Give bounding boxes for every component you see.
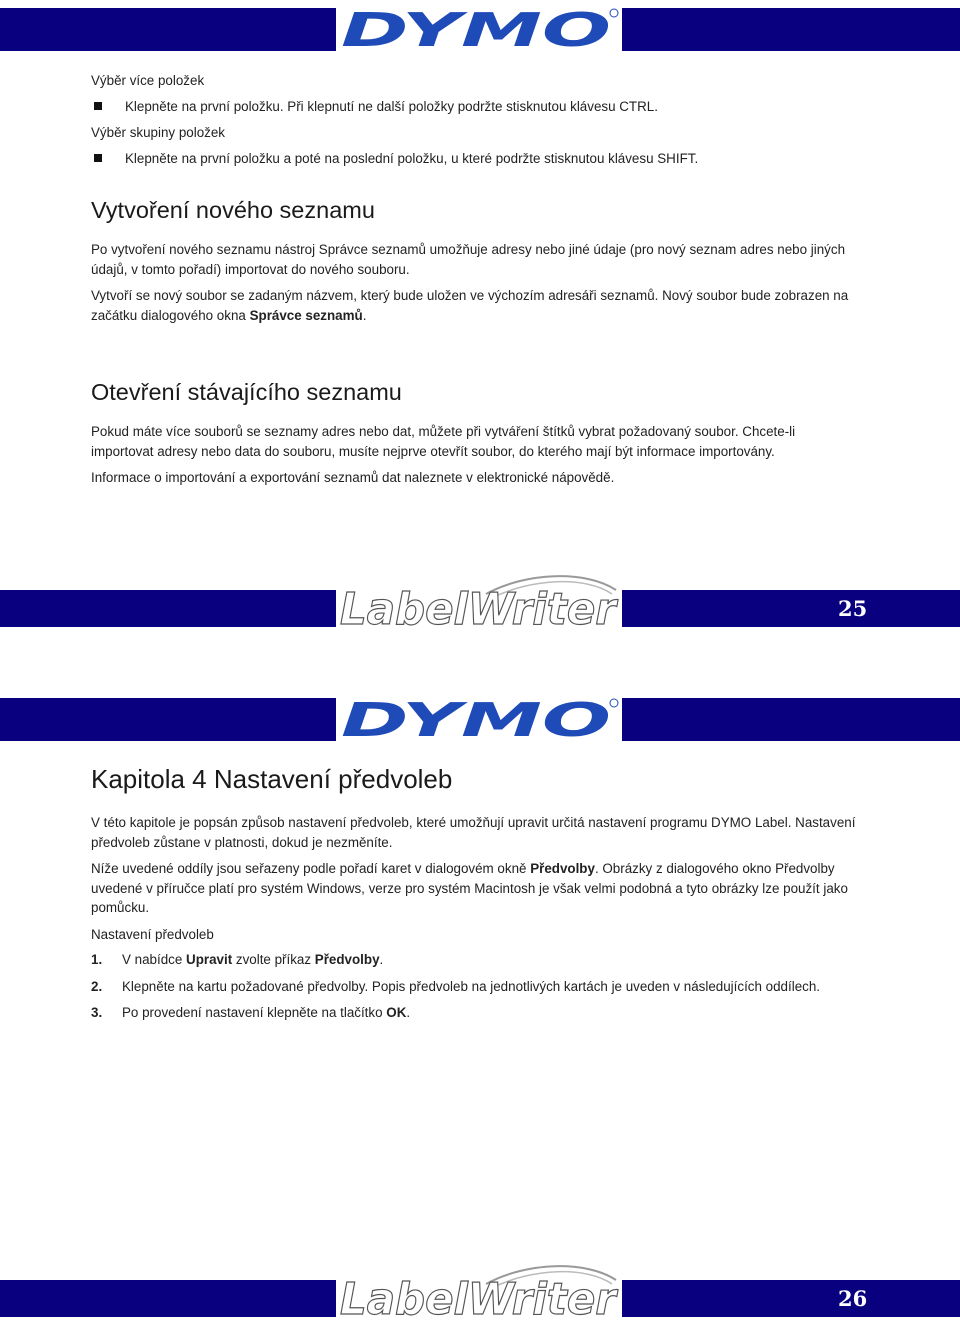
bullet-icon — [94, 154, 102, 162]
select-group-bullet: Klepněte na první položku a poté na poslední položku, u které podržte stisknutou klávesu SHIFT. — [125, 150, 699, 166]
page1-content — [91, 71, 891, 488]
paragraph — [91, 286, 851, 325]
header-bar-left — [0, 8, 336, 51]
page-number: 26 — [838, 1286, 868, 1311]
dymo-logo-text: DYMO — [341, 694, 611, 744]
step-number: 2. — [91, 978, 103, 994]
step-text-bold: Předvolby — [314, 952, 380, 967]
header-bar-right — [622, 698, 960, 741]
step-text-part: Po provedení nastavení klepněte na tlačítko — [122, 1005, 387, 1020]
labelwriter-logo-text: LabelWriter — [340, 584, 619, 635]
list-item — [91, 149, 891, 169]
footer-bar-left — [0, 590, 336, 627]
steps-title: Nastavení předvoleb — [91, 926, 214, 942]
footer-bar-right — [622, 590, 960, 627]
step-text: Klepněte na kartu požadované předvolby. Popis předvoleb na jednotlivých kartách je uveden v následujících oddílech. — [122, 978, 821, 994]
list-item — [91, 977, 891, 997]
list-item — [91, 950, 891, 970]
list-item — [91, 97, 891, 117]
dymo-logo — [336, 694, 622, 744]
select-multiple-title: Výběr více položek — [91, 73, 205, 88]
step-text-bold: Upravit — [186, 952, 233, 967]
labelwriter-logo — [336, 572, 622, 642]
bullet-icon — [94, 102, 102, 110]
paragraph: Pokud máte více souborů se seznamy adres nebo dat, můžete při vytváření štítků vybrat požadovaný soubor. Chcete-li importovat adresy nebo data do souboru, musíte nejprve otevřít soubor, do kterého mají být informace importovány. — [91, 424, 796, 459]
step-number: 3. — [91, 1005, 103, 1020]
step-text-part: zvolte příkaz — [232, 952, 315, 967]
dymo-logo-text: DYMO — [341, 4, 611, 54]
header-bar-left — [0, 698, 336, 741]
paragraph: Informace o importování a exportování seznamů dat naleznete v elektronické nápovědě. — [91, 470, 615, 485]
paragraph-text: Níže uvedené oddíly jsou seřazeny podle pořadí karet v dialogovém okně — [91, 861, 531, 876]
footer-bar-left — [0, 1280, 336, 1317]
section-heading: Otevření stávajícího seznamu — [91, 379, 402, 405]
list-item — [91, 1003, 891, 1023]
step-text-part: . — [379, 952, 384, 967]
page-number: 25 — [838, 596, 868, 621]
labelwriter-logo-text: LabelWriter — [340, 1274, 619, 1325]
paragraph-text: . Obrázky z dialogového okno Předvolby uvedené v příručce platí pro systém Windows, verze pro systém Macintosh je však velmi podobná a tyto obrázky lze použít jako pomůcku. — [91, 861, 848, 915]
paragraph — [91, 859, 851, 918]
page2-content — [91, 762, 891, 1023]
paragraph-bold: Správce seznamů — [249, 307, 363, 323]
paragraph-bold: Předvolby — [530, 861, 595, 876]
step-number: 1. — [91, 952, 103, 967]
header-bar-right — [622, 8, 960, 51]
labelwriter-logo — [336, 1262, 622, 1332]
chapter-heading: Kapitola 4 Nastavení předvoleb — [91, 764, 453, 794]
step-text — [122, 950, 383, 970]
paragraph: Po vytvoření nového seznamu nástroj Správce seznamů umožňuje adresy nebo jiné údaje (pro nový seznam adres nebo jiných údajů, v tomto pořadí) importovat do nového souboru. — [91, 242, 846, 277]
paragraph-text: Vytvoří se nový soubor se zadaným názvem, který bude uložen ve výchozím adresáři seznamů. Nový soubor bude zobrazen na začátku dialogového okna — [91, 288, 849, 323]
step-text-bold: OK — [386, 1005, 407, 1020]
select-group-title: Výběr skupiny položek — [91, 125, 225, 140]
step-text-part: . — [406, 1005, 411, 1020]
paragraph-text: . — [362, 307, 367, 323]
step-text-part: V nabídce — [122, 952, 187, 967]
select-multiple-bullet: Klepněte na první položku. Při klepnutí ne další položky podržte stisknutou klávesu CTRL. — [125, 98, 658, 114]
step-text — [122, 1003, 410, 1023]
paragraph: V této kapitole je popsán způsob nastavení předvoleb, které umožňují upravit určitá nastavení programu DYMO Label. Nastavení předvoleb zůstane v platnosti, dokud je nezměníte. — [91, 815, 856, 850]
footer-bar-right — [622, 1280, 960, 1317]
section-heading: Vytvoření nového seznamu — [91, 197, 375, 223]
dymo-logo — [336, 4, 622, 54]
